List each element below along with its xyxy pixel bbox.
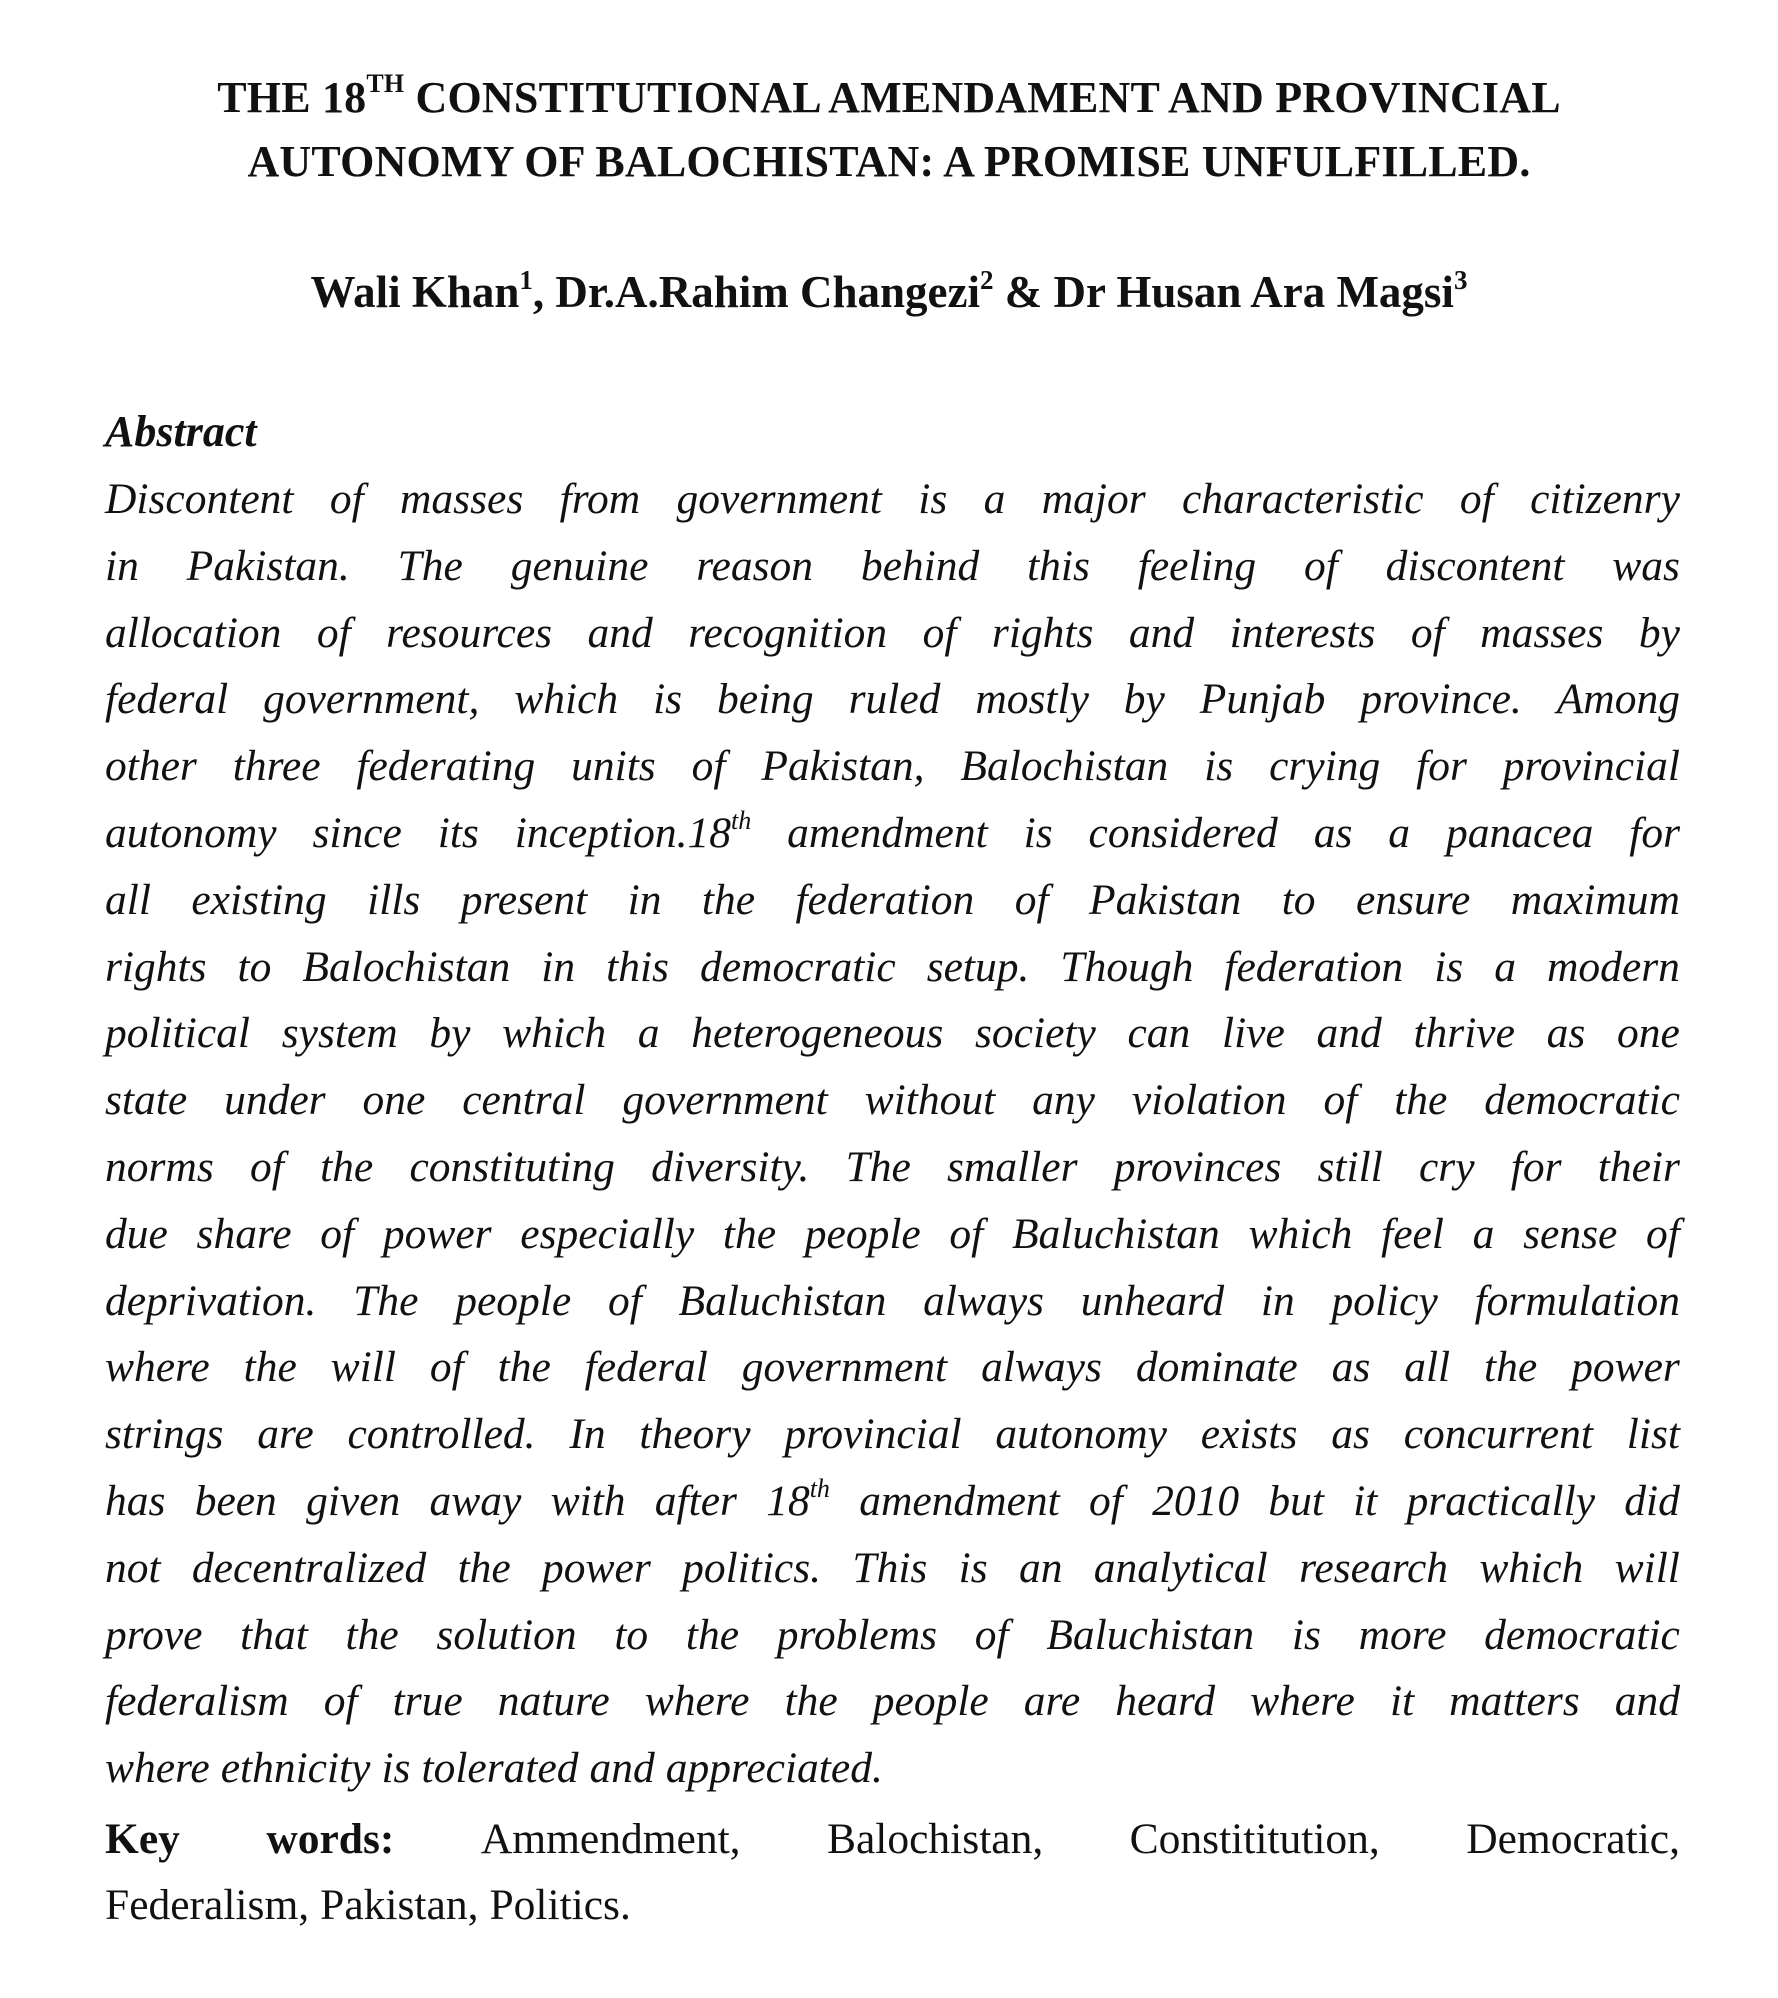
abstract-word: ethnicity <box>220 1744 371 1793</box>
abstract-word: behind <box>860 541 980 590</box>
paper-title-line-2: AUTONOMY OF BALOCHISTAN: A PROMISE UNFULFILLED. <box>247 137 1531 186</box>
abstract-word: heterogeneous <box>691 1009 944 1058</box>
abstract-word: away <box>429 1476 522 1525</box>
abstract-word: is <box>958 1543 988 1592</box>
abstract-word: The <box>845 1142 911 1191</box>
abstract-word: other <box>105 742 197 791</box>
abstract-word: as <box>1331 1343 1371 1392</box>
abstract-word: cry <box>1418 1142 1475 1191</box>
abstract-word: is <box>653 675 683 724</box>
abstract-word: province. <box>1360 675 1522 724</box>
abstract-word: being <box>717 675 814 724</box>
abstract-word: live <box>1222 1009 1285 1058</box>
abstract-word: was <box>1612 541 1680 590</box>
abstract-word: did <box>1624 1476 1680 1525</box>
abstract-word: which <box>1479 1543 1584 1592</box>
abstract-word: due <box>105 1209 168 1258</box>
abstract-word: of <box>1459 475 1494 523</box>
abstract-word: government, <box>263 675 480 724</box>
abstract-word: Though <box>1060 942 1194 991</box>
abstract-word: Baluchistan <box>1046 1610 1255 1659</box>
abstract-word: system <box>281 1009 398 1058</box>
abstract-word: of <box>607 1276 642 1325</box>
abstract-word: is <box>918 475 948 523</box>
author-name: Dr.A.Rahim Changezi <box>555 267 980 317</box>
abstract-word: for <box>1629 808 1680 857</box>
abstract-word: discontent <box>1385 541 1565 590</box>
abstract-word: people <box>804 1209 921 1258</box>
abstract-word: smaller <box>947 1142 1078 1191</box>
keyword-item: Balochistan, <box>826 1815 1044 1863</box>
abstract-word: power <box>1571 1343 1680 1392</box>
abstract-word: the <box>784 1677 838 1726</box>
abstract-word: setup. <box>926 942 1030 991</box>
abstract-word: rights <box>991 608 1094 657</box>
abstract-word: has <box>105 1476 166 1525</box>
abstract-heading: Abstract <box>105 407 257 456</box>
ordinal-superscript: th <box>731 805 752 835</box>
abstract-word: with <box>550 1476 626 1525</box>
abstract-line <box>105 1606 1680 1673</box>
abstract-word: of <box>1303 541 1338 590</box>
abstract-line <box>105 537 1680 604</box>
abstract-word: for <box>1416 742 1467 791</box>
abstract-word: political <box>105 1009 250 1058</box>
abstract-word: the <box>457 1543 511 1592</box>
abstract-word: is <box>1434 942 1464 991</box>
abstract-word: a <box>637 1009 660 1058</box>
abstract-word: power <box>542 1543 651 1592</box>
abstract-word: genuine <box>510 541 649 590</box>
abstract-word: strings <box>105 1410 224 1459</box>
abstract-word: resources <box>386 608 553 657</box>
abstract-word: policy <box>1331 1276 1438 1325</box>
abstract-word: nature <box>497 1677 610 1726</box>
abstract-word: the <box>1484 1343 1538 1392</box>
abstract-word: of <box>250 1142 284 1191</box>
abstract-word: always <box>923 1276 1044 1325</box>
abstract-word: it <box>1353 1476 1378 1525</box>
abstract-word: and <box>1316 1009 1382 1058</box>
abstract-word: will <box>330 1343 396 1392</box>
abstract-word: but <box>1268 1476 1324 1525</box>
abstract-word: Punjab <box>1199 675 1326 724</box>
abstract-word: which <box>514 675 619 724</box>
abstract-word: recognition <box>688 608 888 657</box>
abstract-word: characteristic <box>1181 475 1424 523</box>
abstract-word: a <box>1472 1209 1495 1258</box>
abstract-word: where <box>105 1744 210 1793</box>
abstract-word: provincial <box>1502 742 1680 791</box>
keywords-label: words: <box>266 1815 395 1863</box>
abstract-word: research <box>1299 1543 1449 1592</box>
abstract-word: always <box>981 1343 1102 1392</box>
abstract-word: major <box>1041 475 1146 523</box>
abstract-word: appreciated. <box>665 1744 883 1793</box>
abstract-word: federation <box>795 875 975 924</box>
abstract-word: of <box>316 608 351 657</box>
abstract-word: ensure <box>1355 875 1471 924</box>
abstract-word: The <box>353 1276 419 1325</box>
abstract-word: constituting <box>409 1142 615 1191</box>
author-name: Dr Husan Ara Magsi <box>1053 267 1454 317</box>
abstract-word: 18th <box>766 1473 830 1525</box>
abstract-word: federating <box>356 742 536 791</box>
abstract-word: sense <box>1523 1209 1618 1258</box>
abstract-word: 2010 <box>1152 1476 1240 1525</box>
abstract-word: amendment <box>787 808 988 857</box>
abstract-word: units <box>571 742 656 791</box>
abstract-line <box>105 1205 1680 1272</box>
abstract-word: and <box>1614 1677 1680 1726</box>
abstract-word: list <box>1626 1410 1680 1459</box>
abstract-word: government <box>741 1343 948 1392</box>
abstract-word: the <box>685 1610 740 1659</box>
abstract-word: under <box>224 1076 326 1125</box>
abstract-word: rights <box>105 942 207 991</box>
abstract-word: in <box>541 942 576 991</box>
abstract-word: mostly <box>975 675 1089 724</box>
abstract-line <box>105 1272 1680 1339</box>
abstract-word: can <box>1127 1009 1191 1058</box>
abstract-word: of <box>429 1343 464 1392</box>
abstract-word: autonomy <box>105 808 277 857</box>
abstract-line <box>105 1071 1680 1138</box>
abstract-word: the <box>722 1209 777 1258</box>
keyword-item: Democratic, <box>1466 1815 1680 1863</box>
abstract-word: Discontent <box>105 475 294 523</box>
abstract-word: the <box>497 1343 551 1392</box>
author-separator: , <box>532 267 556 317</box>
abstract-word: norms <box>105 1142 214 1191</box>
abstract-word: deprivation. <box>105 1276 317 1325</box>
abstract-word: this <box>606 942 669 991</box>
abstract-word: share <box>196 1209 292 1258</box>
abstract-word: democratic <box>1484 1076 1680 1125</box>
abstract-word: by <box>1638 608 1680 657</box>
abstract-word: allocation <box>105 608 282 657</box>
keyword-item: Politics. <box>489 1881 631 1929</box>
abstract-word: of <box>949 1209 984 1258</box>
abstract-line <box>105 1472 1680 1539</box>
abstract-line <box>105 604 1680 671</box>
abstract-word: society <box>975 1009 1096 1058</box>
keywords-line <box>105 1872 1680 1938</box>
abstract-word: considered <box>1088 808 1278 857</box>
abstract-word: Among <box>1556 675 1680 724</box>
abstract-word: of <box>320 1209 355 1258</box>
keyword-item: Ammendment, <box>480 1815 741 1863</box>
abstract-line <box>105 871 1680 938</box>
paper-title-line-1 <box>0 68 1778 134</box>
abstract-line <box>105 1739 1680 1806</box>
abstract-word: and <box>589 1744 655 1793</box>
abstract-word: ruled <box>848 675 941 724</box>
abstract-word: of <box>1646 1209 1680 1258</box>
abstract-word: prove <box>105 1610 203 1659</box>
abstract-word: of <box>691 742 726 791</box>
abstract-word: any <box>1032 1076 1095 1125</box>
abstract-word: in <box>105 541 139 590</box>
abstract-word: after <box>654 1476 737 1525</box>
abstract-line <box>105 670 1680 737</box>
abstract-word: as <box>1331 1410 1370 1459</box>
abstract-word: and <box>587 608 653 657</box>
keyword-item: Pakistan, <box>320 1881 479 1929</box>
abstract-word: Pakistan. <box>186 541 350 590</box>
abstract-word: of <box>922 608 957 657</box>
abstract-word: is <box>1023 808 1053 857</box>
abstract-word: is <box>1291 1610 1321 1659</box>
abstract-word: citizenry <box>1530 475 1680 523</box>
abstract-line <box>105 1672 1680 1739</box>
abstract-word: decentralized <box>191 1543 427 1592</box>
abstract-word: theory <box>639 1410 751 1459</box>
author-list <box>0 262 1778 328</box>
abstract-word: controlled. <box>347 1410 536 1459</box>
abstract-word: to <box>237 942 272 991</box>
abstract-word: an <box>1018 1543 1063 1592</box>
abstract-word: solution <box>436 1610 577 1659</box>
abstract-word: tolerated <box>421 1744 579 1793</box>
abstract-word: diversity. <box>651 1142 810 1191</box>
abstract-word: reason <box>696 541 814 590</box>
abstract-word: in <box>1260 1276 1295 1325</box>
abstract-word: from <box>559 475 641 523</box>
abstract-word: In <box>569 1410 606 1459</box>
abstract-word: heard <box>1115 1677 1216 1726</box>
abstract-word: which <box>502 1009 607 1058</box>
abstract-word: a <box>1494 942 1516 991</box>
abstract-word: the <box>345 1610 399 1659</box>
abstract-line <box>105 470 1680 537</box>
abstract-word: federalism <box>105 1677 289 1726</box>
abstract-word: been <box>194 1476 277 1525</box>
abstract-word: concurrent <box>1403 1410 1593 1459</box>
abstract-word: of <box>329 475 364 523</box>
title-superscript: TH <box>366 69 405 98</box>
abstract-word: by <box>1123 675 1165 724</box>
abstract-word: where <box>644 1677 750 1726</box>
keywords-line <box>105 1806 1680 1872</box>
abstract-word: is <box>1204 742 1234 791</box>
abstract-word: dominate <box>1135 1343 1298 1392</box>
abstract-word: people <box>872 1677 989 1726</box>
abstract-word: a <box>1388 808 1411 857</box>
keywords-section <box>105 1806 1680 1938</box>
abstract-word: Pakistan, <box>761 742 925 791</box>
abstract-word: federal <box>105 675 229 724</box>
abstract-word: without <box>864 1076 996 1125</box>
abstract-word: federation <box>1224 942 1404 991</box>
abstract-word: as <box>1546 1009 1586 1058</box>
abstract-word: government <box>676 475 882 523</box>
abstract-word: all <box>1404 1343 1451 1392</box>
abstract-word: all <box>105 875 151 924</box>
abstract-word: the <box>243 1343 297 1392</box>
abstract-word: Balochistan <box>302 942 511 991</box>
abstract-word: exists <box>1200 1410 1298 1459</box>
abstract-word: provincial <box>784 1410 962 1459</box>
abstract-word: The <box>397 541 463 590</box>
abstract-word: democratic <box>1484 1610 1680 1659</box>
abstract-line <box>105 1405 1680 1472</box>
abstract-line <box>105 804 1680 871</box>
abstract-word: interests <box>1229 608 1376 657</box>
abstract-word: to <box>614 1610 649 1659</box>
author-separator: & <box>993 267 1054 317</box>
abstract-word: is <box>381 1744 411 1793</box>
abstract-word: a <box>983 475 1006 523</box>
abstract-word: problems <box>776 1610 938 1659</box>
abstract-word: modern <box>1547 942 1680 991</box>
abstract-word: as <box>1313 808 1353 857</box>
abstract-word: inception.18th <box>514 805 752 857</box>
abstract-word: analytical <box>1093 1543 1268 1592</box>
abstract-word: still <box>1317 1142 1383 1191</box>
abstract-word: crying <box>1269 742 1381 791</box>
keywords-label: Key <box>105 1815 180 1863</box>
title-text-pre: THE 18 <box>217 73 367 122</box>
abstract-word: of <box>974 1610 1009 1659</box>
abstract-word: the <box>701 875 756 924</box>
abstract-word: will <box>1614 1543 1680 1592</box>
abstract-word: one <box>1617 1009 1680 1058</box>
abstract-word: three <box>232 742 321 791</box>
abstract-word: that <box>240 1610 308 1659</box>
abstract-word: for <box>1510 1142 1562 1191</box>
abstract-word: ills <box>367 875 421 924</box>
abstract-word: panacea <box>1445 808 1594 857</box>
abstract-word: people <box>455 1276 572 1325</box>
abstract-word: by <box>429 1009 471 1058</box>
author-affiliation-marker: 1 <box>519 265 533 295</box>
abstract-word: to <box>1281 875 1316 924</box>
abstract-word: of <box>323 1677 358 1726</box>
abstract-word: provinces <box>1113 1142 1282 1191</box>
abstract-line <box>105 1004 1680 1071</box>
abstract-word: especially <box>520 1209 695 1258</box>
abstract-word: the <box>1394 1076 1448 1125</box>
abstract-word: Baluchistan <box>1011 1209 1220 1258</box>
abstract-word: where <box>105 1343 210 1392</box>
abstract-word: autonomy <box>995 1410 1167 1459</box>
abstract-word: are <box>1023 1677 1081 1726</box>
abstract-word: Baluchistan <box>678 1276 887 1325</box>
abstract-word: which <box>1248 1209 1353 1258</box>
abstract-word: of <box>1323 1076 1358 1125</box>
abstract-word: Balochistan <box>960 742 1169 791</box>
abstract-body <box>105 470 1680 1806</box>
abstract-word: of <box>1410 608 1445 657</box>
abstract-word: present <box>460 875 588 924</box>
abstract-word: its <box>437 808 479 857</box>
abstract-word: given <box>306 1476 401 1525</box>
abstract-word: where <box>1250 1677 1355 1726</box>
author-name: Wali Khan <box>310 267 520 317</box>
abstract-word: maximum <box>1510 875 1680 924</box>
abstract-word: one <box>362 1076 426 1125</box>
keyword-item: Federalism, <box>105 1881 310 1929</box>
abstract-word: unheard <box>1080 1276 1225 1325</box>
abstract-word: Pakistan <box>1089 875 1242 924</box>
abstract-word: true <box>392 1677 463 1726</box>
abstract-word: in <box>627 875 662 924</box>
abstract-word: power <box>382 1209 492 1258</box>
abstract-line <box>105 1539 1680 1606</box>
abstract-word: matters <box>1449 1677 1580 1726</box>
abstract-word: masses <box>1480 608 1604 657</box>
abstract-word: are <box>257 1410 314 1459</box>
abstract-word: more <box>1358 1610 1447 1659</box>
abstract-word: and <box>1128 608 1195 657</box>
abstract-word: formulation <box>1474 1276 1680 1325</box>
abstract-word: it <box>1389 1677 1415 1726</box>
abstract-word: central <box>462 1076 586 1125</box>
abstract-line <box>105 737 1680 804</box>
abstract-word: the <box>320 1142 374 1191</box>
abstract-line <box>105 1138 1680 1205</box>
abstract-line <box>105 1338 1680 1405</box>
abstract-word: amendment <box>859 1476 1060 1525</box>
abstract-word: state <box>105 1076 188 1125</box>
abstract-word: This <box>852 1543 928 1592</box>
abstract-word: this <box>1027 541 1090 590</box>
abstract-word: democratic <box>699 942 896 991</box>
abstract-word: practically <box>1406 1476 1596 1525</box>
abstract-word: feel <box>1381 1209 1444 1258</box>
abstract-line <box>105 938 1680 1005</box>
abstract-word: existing <box>191 875 327 924</box>
abstract-word: politics. <box>682 1543 822 1592</box>
abstract-word: thrive <box>1413 1009 1515 1058</box>
abstract-word: government <box>622 1076 828 1125</box>
title-text-post: CONSTITUTIONAL AMENDAMENT AND PROVINCIAL <box>404 73 1561 122</box>
abstract-word: of <box>1088 1476 1123 1525</box>
abstract-word: feeling <box>1137 541 1257 590</box>
abstract-word: of <box>1014 875 1049 924</box>
keyword-item: Constititution, <box>1129 1815 1380 1863</box>
ordinal-superscript: th <box>809 1473 830 1503</box>
abstract-word: since <box>312 808 402 857</box>
abstract-word: federal <box>584 1343 708 1392</box>
abstract-word: masses <box>400 475 524 523</box>
abstract-word: their <box>1597 1142 1680 1191</box>
abstract-word: not <box>105 1543 161 1592</box>
author-affiliation-marker: 3 <box>1453 265 1468 295</box>
abstract-word: violation <box>1131 1076 1287 1125</box>
author-affiliation-marker: 2 <box>979 265 994 295</box>
